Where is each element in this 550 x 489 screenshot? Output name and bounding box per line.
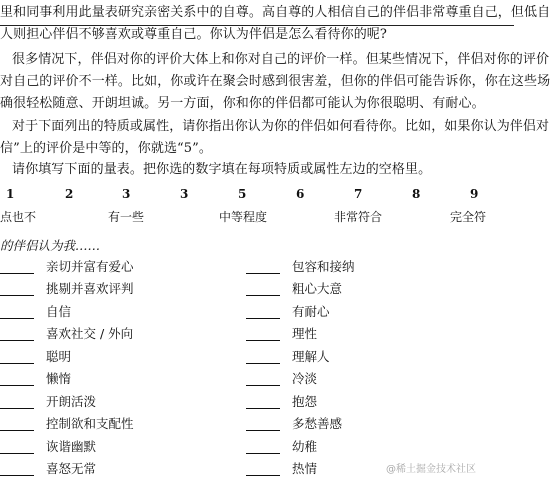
score-blank[interactable] (0, 461, 34, 476)
trait-label: 多愁善感 (292, 416, 343, 431)
trait-item (0, 434, 96, 454)
trait-label: 包容和接纳 (292, 259, 355, 274)
trait-item (0, 299, 71, 319)
trait-label: 冷淡 (292, 371, 318, 386)
trait-item (0, 366, 71, 386)
scale-number-3: 3 (122, 187, 131, 201)
trait-label: 亲切并富有爱心 (46, 259, 134, 274)
score-blank[interactable] (246, 461, 280, 476)
paragraph-divider (0, 25, 514, 26)
paragraph-3-line-2: 信”上的评价是中等的，你就选“5”。 (0, 141, 213, 156)
scale-number-1: 1 (6, 187, 15, 201)
scale-number-9: 9 (470, 187, 479, 201)
paragraph-4-line-1: 请你填写下面的量表。把你选的数字填在每项特质或属性左边的空格里。 (12, 162, 432, 177)
trait-item (0, 389, 96, 409)
trait-label: 抱怨 (292, 394, 318, 409)
trait-label: 热情 (292, 461, 318, 476)
score-blank[interactable] (0, 439, 34, 454)
paragraph-1-line-2: 人则担心伴侣不够喜欢或尊重自己。你认为伴侣是怎么看待你的呢? (0, 27, 387, 42)
score-blank[interactable] (246, 281, 280, 296)
score-blank[interactable] (0, 326, 34, 341)
scale-number-2: 2 (65, 187, 74, 201)
score-blank[interactable] (246, 416, 280, 431)
score-blank[interactable] (0, 394, 34, 409)
score-blank[interactable] (246, 349, 280, 364)
score-blank[interactable] (246, 394, 280, 409)
trait-item (246, 276, 342, 296)
trait-label: 喜怒无常 (46, 461, 97, 476)
watermark: @稀土掘金技术社区 (386, 464, 476, 475)
trait-item (246, 299, 330, 319)
trait-item (0, 411, 134, 431)
score-blank[interactable] (0, 304, 34, 319)
score-blank[interactable] (246, 326, 280, 341)
scale-number-6: 6 (296, 187, 305, 201)
score-blank[interactable] (0, 349, 34, 364)
scale-label-1: 点也不 (0, 210, 37, 224)
paragraph-1-line-1: 里和同事利用此量表研究亲密关系中的自尊。高自尊的人相信自己的伴侣非常尊重自己，但低自 (0, 5, 550, 20)
scale-label-7: 非常符合 (334, 210, 383, 224)
score-blank[interactable] (246, 259, 280, 274)
trait-item (246, 434, 317, 454)
trait-label: 粗心大意 (292, 281, 343, 296)
scale-label-3: 有一些 (108, 210, 145, 224)
score-blank[interactable] (0, 416, 34, 431)
trait-item (246, 366, 317, 386)
trait-label: 诙谐幽默 (46, 439, 97, 454)
trait-item (246, 344, 330, 364)
trait-label: 挑剔并喜欢评判 (46, 281, 134, 296)
trait-label: 喜欢社交 / 外向 (46, 326, 134, 341)
trait-item (246, 456, 317, 476)
score-blank[interactable] (0, 259, 34, 274)
trait-item (0, 254, 134, 274)
paragraph-2-line-2: 对自己的评价不一样。比如，你或许在聚会时感到很害羞，但你的伴侣可能告诉你，你在这些场 (0, 74, 550, 89)
scale-label-5: 中等程度 (219, 210, 268, 224)
trait-item (246, 254, 355, 274)
trait-label: 开朗活泼 (46, 394, 97, 409)
paragraph-2-line-3: 确很轻松随意、开朗坦诚。另一方面，你和你的伴侣都可能认为你很聪明、有耐心。 (0, 96, 485, 111)
score-blank[interactable] (246, 371, 280, 386)
trait-item (0, 344, 71, 364)
score-blank[interactable] (0, 371, 34, 386)
trait-label: 控制欲和支配性 (46, 416, 134, 431)
trait-label: 理解人 (292, 349, 330, 364)
trait-label: 理性 (292, 326, 318, 341)
score-blank[interactable] (246, 304, 280, 319)
paragraph-3-line-1: 对于下面列出的特质或属性，请你指出你认为你的伴侣如何看待你。比如，如果你认为伴侣对 (12, 119, 550, 134)
trait-item (0, 321, 133, 341)
trait-item (246, 411, 342, 431)
trait-item (246, 321, 317, 341)
trait-item (246, 389, 317, 409)
scale-label-9: 完全符 (450, 210, 487, 224)
trait-label: 聪明 (46, 349, 72, 364)
score-blank[interactable] (246, 439, 280, 454)
scale-number-4: 3 (180, 187, 189, 201)
form-lead-text: 的伴侣认为我…… (0, 238, 101, 253)
trait-item (0, 456, 96, 476)
paragraph-2-line-1: 很多情况下，伴侣对你的评价大体上和你对自己的评价一样。但某些情况下，伴侣对你的评价 (12, 52, 550, 67)
scale-number-5: 5 (238, 187, 247, 201)
scale-number-7: 7 (354, 187, 363, 201)
trait-label: 幼稚 (292, 439, 318, 454)
trait-item (0, 276, 134, 296)
score-blank[interactable] (0, 281, 34, 296)
trait-label: 自信 (46, 304, 72, 319)
trait-label: 懒惰 (46, 371, 72, 386)
scale-number-8: 8 (412, 187, 421, 201)
trait-label: 有耐心 (292, 304, 330, 319)
